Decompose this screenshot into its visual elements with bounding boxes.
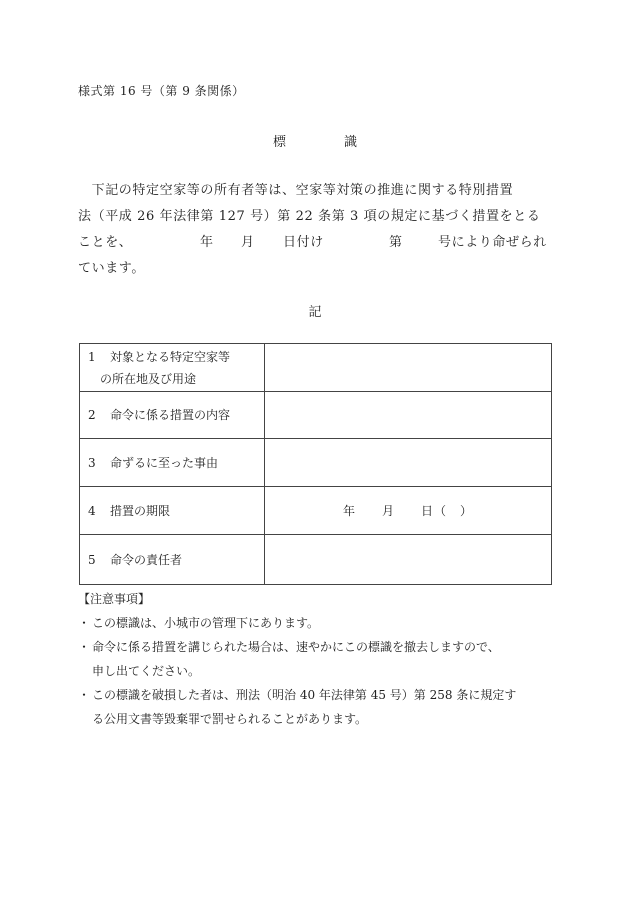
body-line-3-year: 年 (200, 235, 214, 250)
body-line-3-dai: 第 (389, 235, 403, 250)
body-line-3-month: 月 (241, 235, 255, 250)
note-text-cont: る公用文書等毀棄罪で罰せられることがあります。 (92, 712, 368, 726)
row-value[interactable] (265, 439, 552, 487)
body-line-3-start: ことを、 (78, 235, 133, 250)
bullet-icon: ・ (78, 616, 91, 630)
note-text: この標識を破損した者は、刑法（明治 40 年法律第 45 号）第 258 条に規定す (92, 688, 517, 702)
table-row (80, 535, 552, 585)
note-text: 命令に係る措置を講じられた場合は、速やかにこの標識を撤去しますので、 (92, 640, 500, 654)
form-number: 様式第 16 号（第 9 条関係） (78, 84, 245, 98)
bullet-icon: ・ (78, 688, 91, 702)
row-label (80, 487, 265, 535)
row-label (80, 439, 265, 487)
row-label-text: 命令に係る措置の内容 (110, 408, 231, 422)
body-line-3-day: 日付け (283, 235, 324, 250)
row-number: 5 (88, 552, 96, 567)
row-label-text-2: の所在地及び用途 (100, 371, 197, 386)
row-value[interactable]: 年 月 日（ ） (265, 487, 552, 535)
row-label-text: 命令の責任者 (110, 552, 183, 567)
row-label-text: 命ずるに至った事由 (110, 455, 219, 470)
body-line-3-end: 号により命ぜられ (438, 235, 547, 250)
row-label (80, 392, 265, 439)
table-row (80, 439, 552, 487)
body-line-3 (78, 231, 550, 336)
note-item (78, 611, 562, 635)
notes-section (78, 587, 562, 731)
row-number: 1 (88, 349, 96, 364)
row-number: 2 (88, 408, 96, 422)
table-row (80, 392, 552, 439)
record-table (79, 343, 552, 585)
bullet-icon: ・ (78, 640, 91, 654)
row-label (80, 344, 265, 392)
row-label-text: 対象となる特定空家等 (110, 349, 231, 364)
row-label-text: 措置の期限 (110, 503, 171, 518)
note-item (78, 635, 562, 683)
note-text: この標識は、小城市の管理下にあります。 (92, 616, 320, 630)
row-label (80, 535, 265, 585)
notes-heading: 【注意事項】 (78, 592, 151, 606)
body-line-4: ています。 (78, 261, 145, 276)
table-row (80, 344, 552, 392)
body-line-2: 法（平成 26 年法律第 127 号）第 22 条第 3 項の規定に基づく措置をとる (78, 209, 541, 224)
row-value[interactable] (265, 344, 552, 392)
row-number: 4 (88, 503, 96, 518)
body-line-1: 下記の特定空家等の所有者等は、空家等対策の推進に関する特別措置 (78, 183, 514, 198)
row-value[interactable] (265, 535, 552, 585)
row-value[interactable] (265, 392, 552, 439)
note-item (78, 683, 562, 731)
note-text-cont: 申し出てください。 (92, 664, 201, 678)
title-char-2: 識 (344, 135, 358, 150)
page-title (0, 131, 630, 150)
row-number: 3 (88, 455, 96, 470)
ki-heading: 記 (308, 305, 322, 320)
title-char-1: 標 (272, 135, 286, 150)
table-row (80, 487, 552, 535)
